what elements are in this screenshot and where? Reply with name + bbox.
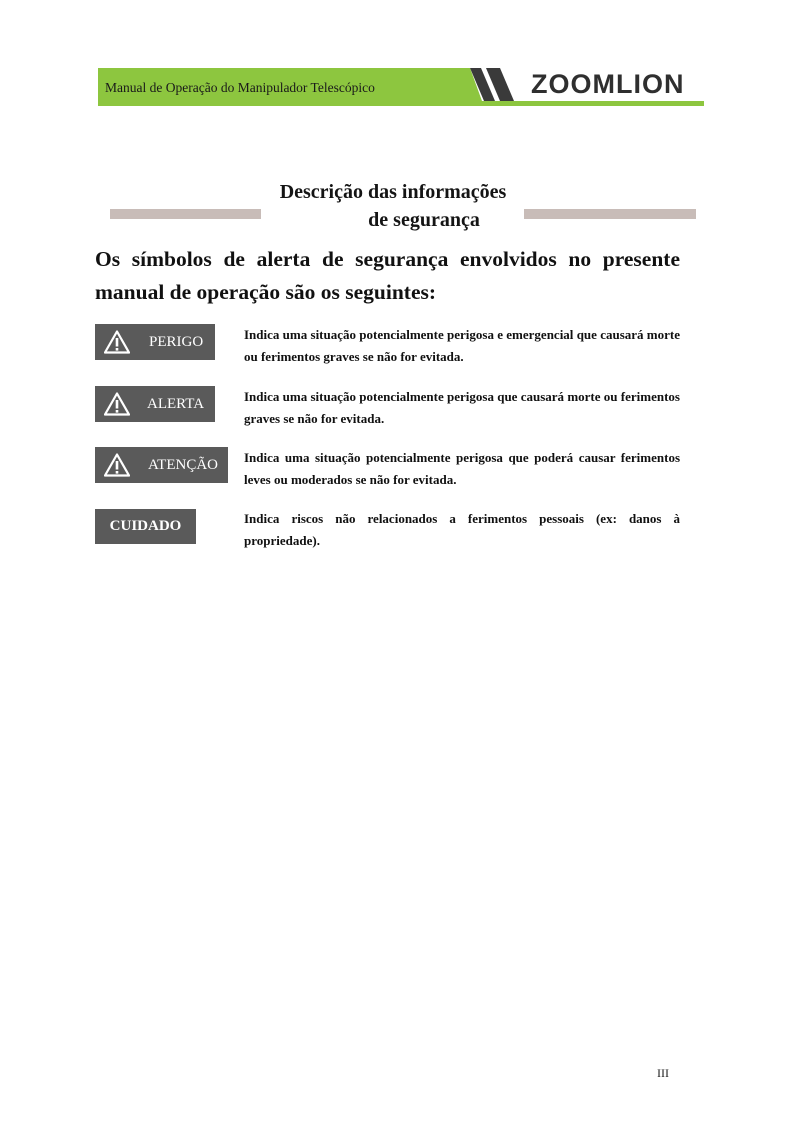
signal-description: Indica riscos não relacionados a ferimentos pessoais (ex: danos à propriedade). xyxy=(244,511,680,548)
signal-word: CUIDADO xyxy=(109,518,182,534)
manual-title: Manual de Operação do Manipulador Telescópico xyxy=(105,80,375,95)
signal-word: ATENÇÃO xyxy=(148,456,218,473)
signal-description: Indica uma situação potencialmente perigosa e emergencial que causará morte ou ferimentos graves se não for evitada. xyxy=(244,327,680,364)
heading-rule-right xyxy=(524,209,696,219)
intro-paragraph: Os símbolos de alerta de segurança envolvidos no presente manual de operação são os seguintes: xyxy=(95,247,680,304)
signal-word: ALERTA xyxy=(147,395,205,412)
signal-description: Indica uma situação potencialmente perigosa que causará morte ou ferimentos graves se não for evitada. xyxy=(244,389,680,426)
warning-triangle-icon xyxy=(104,391,132,417)
section-title-line-1: Descrição das informações xyxy=(279,181,507,203)
warning-triangle-icon xyxy=(104,329,132,355)
signal-badge-alerta xyxy=(95,386,215,422)
section-title xyxy=(260,178,526,234)
signal-badge-atencao xyxy=(95,447,228,483)
section-heading xyxy=(110,178,696,238)
signal-badge-perigo xyxy=(95,324,215,360)
section-title-line-2: de segurança xyxy=(368,209,480,231)
page-number: III xyxy=(657,1066,669,1080)
signal-word: PERIGO xyxy=(149,333,204,350)
warning-triangle-icon xyxy=(104,452,132,478)
page-header xyxy=(98,68,704,106)
signal-description: Indica uma situação potencialmente perigosa que poderá causar ferimentos leves ou moderados se não for evitada. xyxy=(244,450,680,487)
heading-rule-left xyxy=(110,209,261,219)
zoomlion-logo: ZOOMLION xyxy=(531,69,685,99)
signal-badge-cuidado xyxy=(95,509,196,544)
